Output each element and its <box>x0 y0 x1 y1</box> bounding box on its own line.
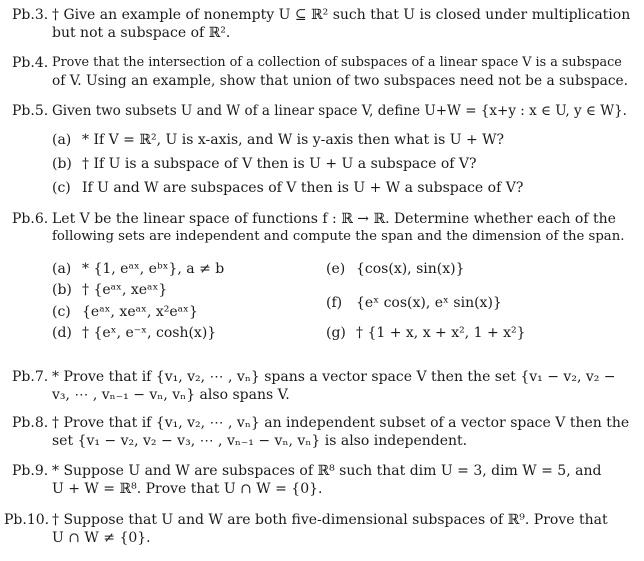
subproblem-text: {eᵃˣ, xeᵃˣ, x²eᵃˣ} <box>82 304 198 320</box>
subproblem-text: † {eˣ, e⁻ˣ, cosh(x)} <box>82 325 217 341</box>
text-line: v₃, ⋯ , vₙ₋₁ − vₙ, vₙ} also spans V. <box>52 387 290 403</box>
text-line: † Suppose that U and W are both five-dimensional subspaces of ℝ⁹. Prove that <box>52 512 608 528</box>
subproblem-label: (b) <box>52 156 72 172</box>
subproblem-label: (b) <box>52 282 72 298</box>
subproblem-label: (e) <box>326 261 346 277</box>
subproblem-label: (g) <box>326 325 346 341</box>
problem-label: Pb.3. <box>12 7 49 23</box>
problem-text <box>52 6 632 42</box>
problem-label: Pb.9. <box>12 463 49 479</box>
subproblem-label: (a) <box>52 132 72 148</box>
problem-label: Pb.5. <box>12 103 49 119</box>
problem-label: Pb.4. <box>12 55 49 71</box>
subproblem-c <box>52 179 523 197</box>
text-line: † Give an example of nonempty U ⊆ ℝ² such that U is closed under multiplication <box>52 7 631 23</box>
problem-text <box>52 462 632 498</box>
subproblem-text: {cos(x), sin(x)} <box>356 261 465 277</box>
text-line: U ∩ W ≠ {0}. <box>52 530 151 546</box>
subproblem-b <box>52 281 167 299</box>
subproblem-text: If U and W are subspaces of V then is U + W a subspace of V? <box>82 180 524 196</box>
subproblem-text: {eˣ cos(x), eˣ sin(x)} <box>356 295 502 311</box>
subproblem-label: (c) <box>52 304 71 320</box>
text-line: * Suppose U and W are subspaces of ℝ⁸ such that dim U = 3, dim W = 5, and <box>52 463 602 479</box>
problem-text <box>52 368 632 404</box>
text-line: following sets are independent and compute the span and the dimension of the span. <box>52 229 625 244</box>
text-line: set {v₁ − v₂, v₂ − v₃, ⋯ , vₙ₋₁ − vₙ, vₙ} is also independent. <box>52 433 468 449</box>
problem-text <box>52 414 632 450</box>
text-line: * Prove that if {v₁, v₂, ⋯ , vₙ} spans a vector space V then the set {v₁ − v₂, v₂ − <box>52 369 616 385</box>
subproblem-label: (f) <box>326 295 343 311</box>
problem-label: Pb.8. <box>12 415 49 431</box>
text-line: † Prove that if {v₁, v₂, ⋯ , vₙ} an independent subset of a vector space V then the <box>52 415 630 431</box>
subproblem-g <box>326 324 526 342</box>
subproblem-c <box>52 303 198 321</box>
text-line: U + W = ℝ⁸. Prove that U ∩ W = {0}. <box>52 481 323 497</box>
subproblem-text: * If V = ℝ², U is x-axis, and W is y-axis then what is U + W? <box>82 132 505 148</box>
text-line: of V. Using an example, show that union of two subspaces need not be a subspace. <box>52 73 629 89</box>
text-line: but not a subspace of ℝ². <box>52 25 231 41</box>
subproblem-label: (a) <box>52 261 72 277</box>
subproblem-a <box>52 131 504 149</box>
problem-text <box>52 54 632 90</box>
problem-text <box>52 210 632 246</box>
subproblem-text: * {1, eᵃˣ, eᵇˣ}, a ≠ b <box>82 261 225 277</box>
subproblem-text: † {1 + x, x + x², 1 + x²} <box>356 325 526 341</box>
subproblem-b <box>52 155 477 173</box>
problem-label: Pb.7. <box>12 369 49 385</box>
subproblem-f <box>326 294 502 312</box>
problem-label: Pb.6. <box>12 211 49 227</box>
problem-text <box>52 102 632 120</box>
problem-text <box>52 511 632 547</box>
subproblem-label: (d) <box>52 325 72 341</box>
subproblem-d <box>52 324 216 342</box>
text-line: Prove that the intersection of a collection of subspaces of a linear space V is a subspace <box>52 55 622 70</box>
text-line: Given two subsets U and W of a linear space V, define U+W = {x+y : x ∈ U, y ∈ W}. <box>52 103 627 119</box>
subproblem-label: (c) <box>52 180 71 196</box>
problem-label: Pb.10. <box>4 512 50 528</box>
text-line: Let V be the linear space of functions f : ℝ → ℝ. Determine whether each of the <box>52 211 616 227</box>
subproblem-a <box>52 260 224 278</box>
subproblem-text: † {eᵃˣ, xeᵃˣ} <box>82 282 168 298</box>
subproblem-text: † If U is a subspace of V then is U + U a subspace of V? <box>82 156 477 172</box>
subproblem-e <box>326 260 465 278</box>
